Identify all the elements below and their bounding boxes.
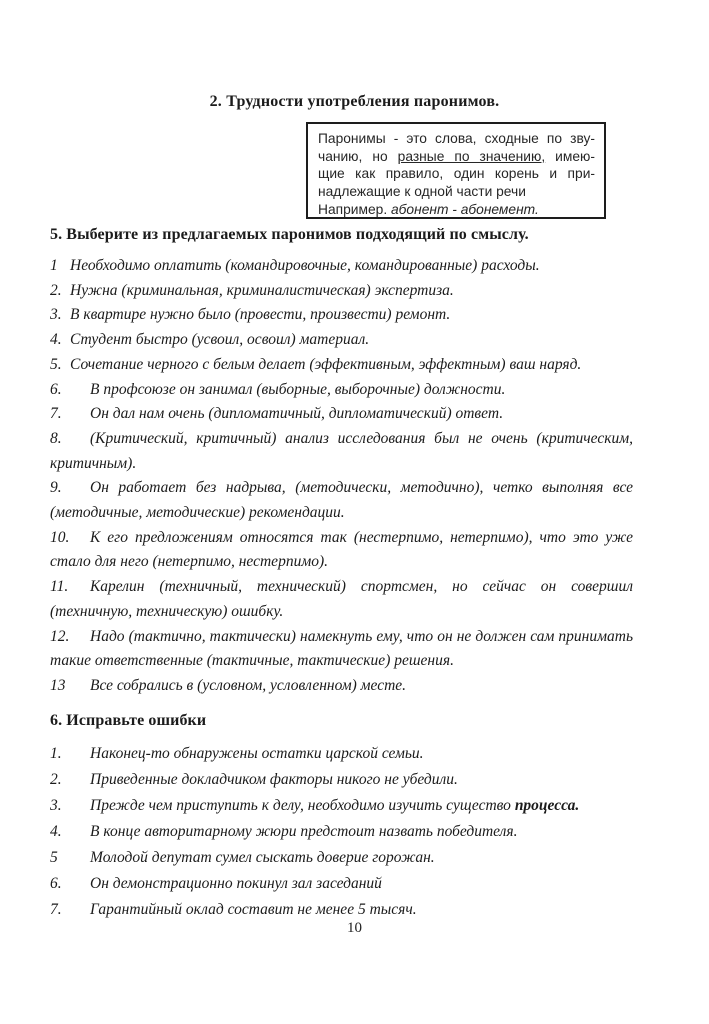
exercise-6-item (50, 845, 633, 871)
item-number: 5 (50, 849, 58, 866)
item-number: 3. (50, 797, 62, 814)
item-number: 7. (50, 405, 62, 423)
item-number: 8. (50, 429, 62, 447)
item-text: Он работает без надрыва, (методически, методично), четко выполняя все (методичные, методические) рекомендации. (50, 479, 633, 522)
item-text: Гарантийный оклад составит не менее 5 тысяч. (90, 901, 417, 918)
item-number: 10. (50, 528, 70, 546)
exercise-5-item (50, 427, 633, 476)
exercise-5-item (50, 625, 633, 674)
item-text: К его предложениям относятся так (нестерпимо, нетерпимо), что это уже стало для него (нетерпимо, нестерпимо). (50, 528, 633, 571)
exercise-5-item (50, 402, 633, 427)
exercise-5-item (50, 674, 633, 699)
exercise-5-item (50, 303, 633, 328)
item-text: надлежащие к одной части речи (318, 184, 526, 200)
item-text: Приведенные докладчиком факторы никого не убедили. (90, 771, 458, 788)
definition-line (318, 148, 595, 166)
text-bold: процесса. (514, 797, 580, 814)
item-text: В квартире нужно было (провести, произвести) ремонт. (70, 306, 451, 324)
exercise-5-item (50, 353, 633, 378)
exercise-6-heading: 6. Исправьте ошибки (50, 712, 207, 729)
item-number: 9. (50, 479, 62, 497)
exercise-6-item (50, 793, 633, 819)
definition-line (318, 201, 595, 219)
item-text: Карелин (техничный, технический) спортсмен, но сейчас он совершил (техничную, техническую) ошибку. (50, 578, 633, 620)
item-number: 7. (50, 901, 62, 918)
text-italic: абонент - абонемент. (391, 201, 539, 217)
item-text: Наконец-то обнаружены остатки царской семьи. (90, 745, 424, 762)
exercise-6-item (50, 741, 633, 767)
item-number: 4. (50, 331, 62, 349)
definition-line (318, 165, 595, 183)
item-text: Прежде чем приступить к делу, необходимо изучить существо (90, 797, 515, 814)
item-text: чанию, но (318, 148, 398, 164)
definition-line (318, 130, 595, 148)
exercise-5-item (50, 526, 633, 575)
item-text: Все собрались в (условном, условленном) месте. (90, 676, 407, 694)
exercise-5-item (50, 476, 633, 525)
exercise-6-list (50, 741, 633, 923)
item-number: 6. (50, 380, 62, 398)
exercise-5-item (50, 378, 633, 403)
item-number: 6. (50, 875, 62, 892)
exercise-5-item (50, 575, 633, 624)
item-text: В конце авторитарному жюри предстоит назвать победителя. (90, 823, 518, 840)
exercise-6-item (50, 871, 633, 897)
item-text: имею- (545, 148, 595, 164)
exercise-5-item (50, 279, 633, 304)
item-text: Студент быстро (усвоил, освоил) материал. (70, 331, 370, 349)
definition-line (318, 183, 595, 201)
item-text: Сочетание черного с белым делает (эффективным, эффектным) ваш наряд. (70, 355, 582, 373)
item-text: Надо (тактично, тактически) намекнуть ему, что он не должен сам принимать такие ответственные (тактичные, тактические) решения. (50, 627, 633, 670)
item-number: 2. (50, 281, 62, 299)
item-text: Он дал нам очень (дипломатичный, дипломатический) ответ. (90, 405, 504, 423)
item-number: 11. (50, 578, 69, 596)
item-text: Паронимы - это слова, сходные по зву- (318, 131, 595, 146)
item-text: Молодой депутат сумел сыскать доверие горожан. (90, 849, 435, 866)
exercise-6-item (50, 819, 633, 845)
page-number: 10 (347, 920, 362, 936)
item-text: Он демонстрационно покинул зал заседаний (90, 875, 382, 892)
item-text: Например. (318, 201, 391, 217)
item-number: 3. (50, 306, 62, 324)
exercise-5-item (50, 254, 633, 279)
item-number: 12. (50, 627, 70, 645)
item-text: Нужна (криминальная, криминалистическая) экспертиза. (70, 281, 454, 299)
definition-box (306, 122, 606, 219)
item-number: 1 (50, 257, 58, 274)
item-number: 13 (50, 676, 66, 694)
item-number: 1. (50, 745, 62, 762)
exercise-5-heading: 5. Выберите из предлагаемых паронимов подходящий по смыслу. (50, 226, 529, 243)
item-number: 5. (50, 355, 62, 373)
item-text: щие как правило, один корень и при- (318, 166, 595, 182)
page-title: 2. Трудности употребления паронимов. (209, 93, 500, 110)
text-underline: разные по значению, (397, 148, 546, 164)
item-text: Необходимо оплатить (командировочные, командированные) расходы. (70, 257, 540, 274)
item-number: 2. (50, 771, 62, 788)
exercise-5-list (50, 254, 633, 699)
item-text: (Критический, критичный) анализ исследования был не очень (критическим, критичным). (50, 429, 633, 472)
exercise-6-item (50, 767, 633, 793)
exercise-5-item (50, 328, 633, 353)
item-text: В профсоюзе он занимал (выборные, выборочные) должности. (90, 380, 506, 398)
item-number: 4. (50, 823, 62, 840)
